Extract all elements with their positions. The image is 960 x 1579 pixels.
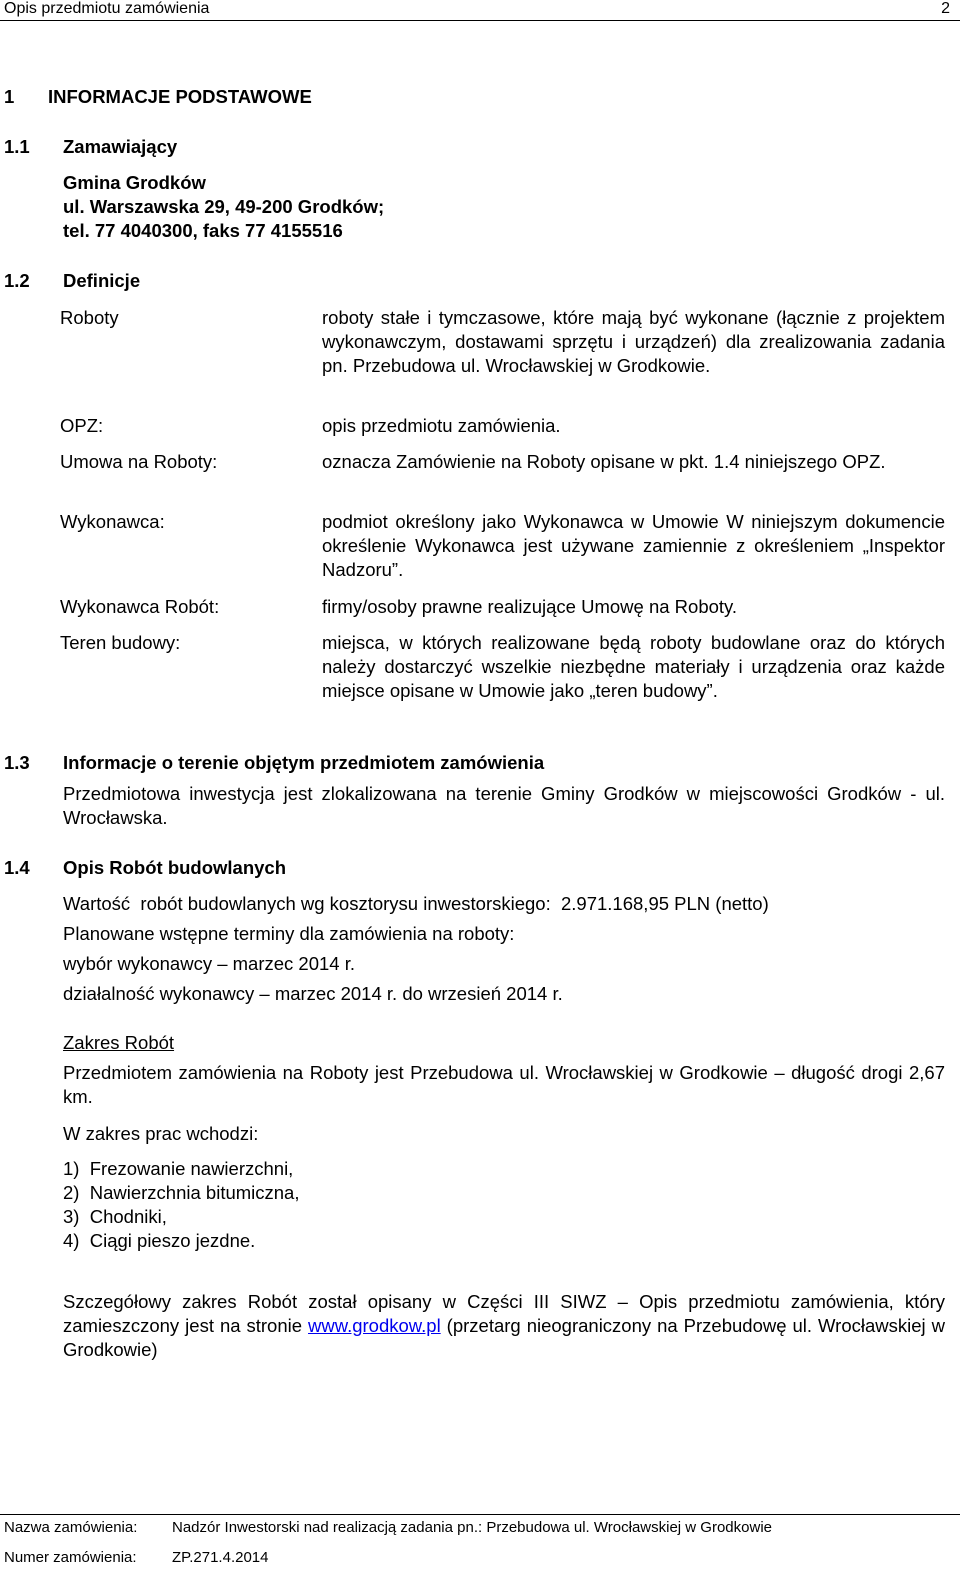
definition-term: Wykonawca Robót:: [60, 596, 220, 617]
detail-paragraph: [63, 1290, 945, 1362]
definition-description: opis przedmiotu zamówienia.: [322, 415, 561, 436]
section-1-2-title: Definicje: [63, 270, 141, 291]
footer-number-label: Numer zamówienia:: [4, 1549, 137, 1566]
page-number: 2: [941, 0, 950, 17]
scope-text: Przedmiotem zamówienia na Roboty jest Przebudowa ul. Wrocławskiej w Grodkowie – długość drogi 2,67 km.: [63, 1062, 945, 1107]
works-intro: W zakres prac wchodzi:: [63, 1123, 259, 1144]
contractor-selection-line: wybór wykonawcy – marzec 2014 r.: [63, 953, 356, 974]
section-1-number: 1: [4, 86, 15, 107]
header-title: Opis przedmiotu zamówienia: [4, 0, 210, 17]
definition-term: Wykonawca:: [60, 511, 165, 532]
definition-term: Teren budowy:: [60, 632, 181, 653]
definition-description: podmiot określony jako Wykonawca w Umowie W niniejszym dokumencie określenie Wykonawca jest używane zamiennie z określeniem „Inspektor Nadzoru”.: [322, 511, 945, 580]
section-1-3-title: Informacje o terenie objętym przedmiotem zamówienia: [63, 752, 545, 773]
section-1-4-number: 1.4: [4, 857, 30, 878]
footer-name-value: Nadzór Inwestorski nad realizacją zadania pn.: Przebudowa ul. Wrocławskiej w Grodkowie: [172, 1519, 772, 1536]
definition-description: roboty stałe i tymczasowe, które mają być wykonane (łącznie z projektem wykonawczym, dostawami sprzętu i urządzeń) dla zrealizowania zadania pn. Przebudowa ul. Wrocławskiej w Grodkowie.: [322, 307, 945, 376]
website-link[interactable]: www.grodkow.pl: [308, 1315, 441, 1336]
footer-number-value: ZP.271.4.2014: [172, 1549, 269, 1566]
section-1-2-number: 1.2: [4, 270, 30, 291]
definition-description: miejsca, w których realizowane będą roboty budowlane oraz do których należy dostarczyć wszelkie niezbędne materiały i urządzenia oraz każde miejsce opisane w Umowie jako „teren budowy”.: [322, 632, 945, 701]
contractor-activity-line: działalność wykonawcy – marzec 2014 r. do wrzesień 2014 r.: [63, 983, 563, 1004]
definition-description: firmy/osoby prawne realizujące Umowę na Roboty.: [322, 596, 738, 617]
section-1-1-title: Zamawiający: [63, 136, 178, 157]
works-list-item: 1) Frezowanie nawierzchni,: [63, 1158, 294, 1179]
works-list-item: 2) Nawierzchnia bitumiczna,: [63, 1182, 300, 1203]
section-1-1-number: 1.1: [4, 136, 30, 157]
site-description: Przedmiotowa inwestycja jest zlokalizowana na terenie Gminy Grodków w miejscowości Grodków - ul. Wrocławska.: [63, 783, 945, 828]
section-1-3-number: 1.3: [4, 752, 30, 773]
planned-terms-line: Planowane wstępne terminy dla zamówienia na roboty:: [63, 923, 515, 944]
footer-name-label: Nazwa zamówienia:: [4, 1519, 138, 1536]
detail-text-before: Szczegółowy zakres Robót został opisany w Części III SIWZ – Opis przedmiotu zamówienia, który zamieszczony jest na stronie: [63, 1291, 945, 1336]
definition-term: Roboty: [60, 307, 119, 328]
section-1-4-title: Opis Robót budowlanych: [63, 857, 287, 878]
contracting-authority-phone: tel. 77 4040300, faks 77 4155516: [63, 220, 343, 241]
header-divider: [0, 20, 960, 21]
definition-term: OPZ:: [60, 415, 104, 436]
detail-text-after: (przetarg nieograniczony na Przebudowę ul. Wrocławskiej w Grodkowie): [63, 1315, 945, 1360]
contracting-authority-address: ul. Warszawska 29, 49-200 Grodków;: [63, 196, 385, 217]
scope-heading: Zakres Robót: [63, 1032, 175, 1053]
works-value-line: Wartość robót budowlanych wg kosztorysu inwestorskiego: 2.971.168,95 PLN (netto): [63, 893, 769, 914]
works-list-item: 4) Ciągi pieszo jezdne.: [63, 1230, 256, 1251]
definition-term: Umowa na Roboty:: [60, 451, 218, 472]
section-1-title: INFORMACJE PODSTAWOWE: [48, 86, 312, 107]
footer-divider: [0, 1514, 960, 1515]
definition-description: oznacza Zamówienie na Roboty opisane w pkt. 1.4 niniejszego OPZ.: [322, 451, 886, 472]
works-list-item: 3) Chodniki,: [63, 1206, 167, 1227]
contracting-authority-name: Gmina Grodków: [63, 172, 206, 193]
